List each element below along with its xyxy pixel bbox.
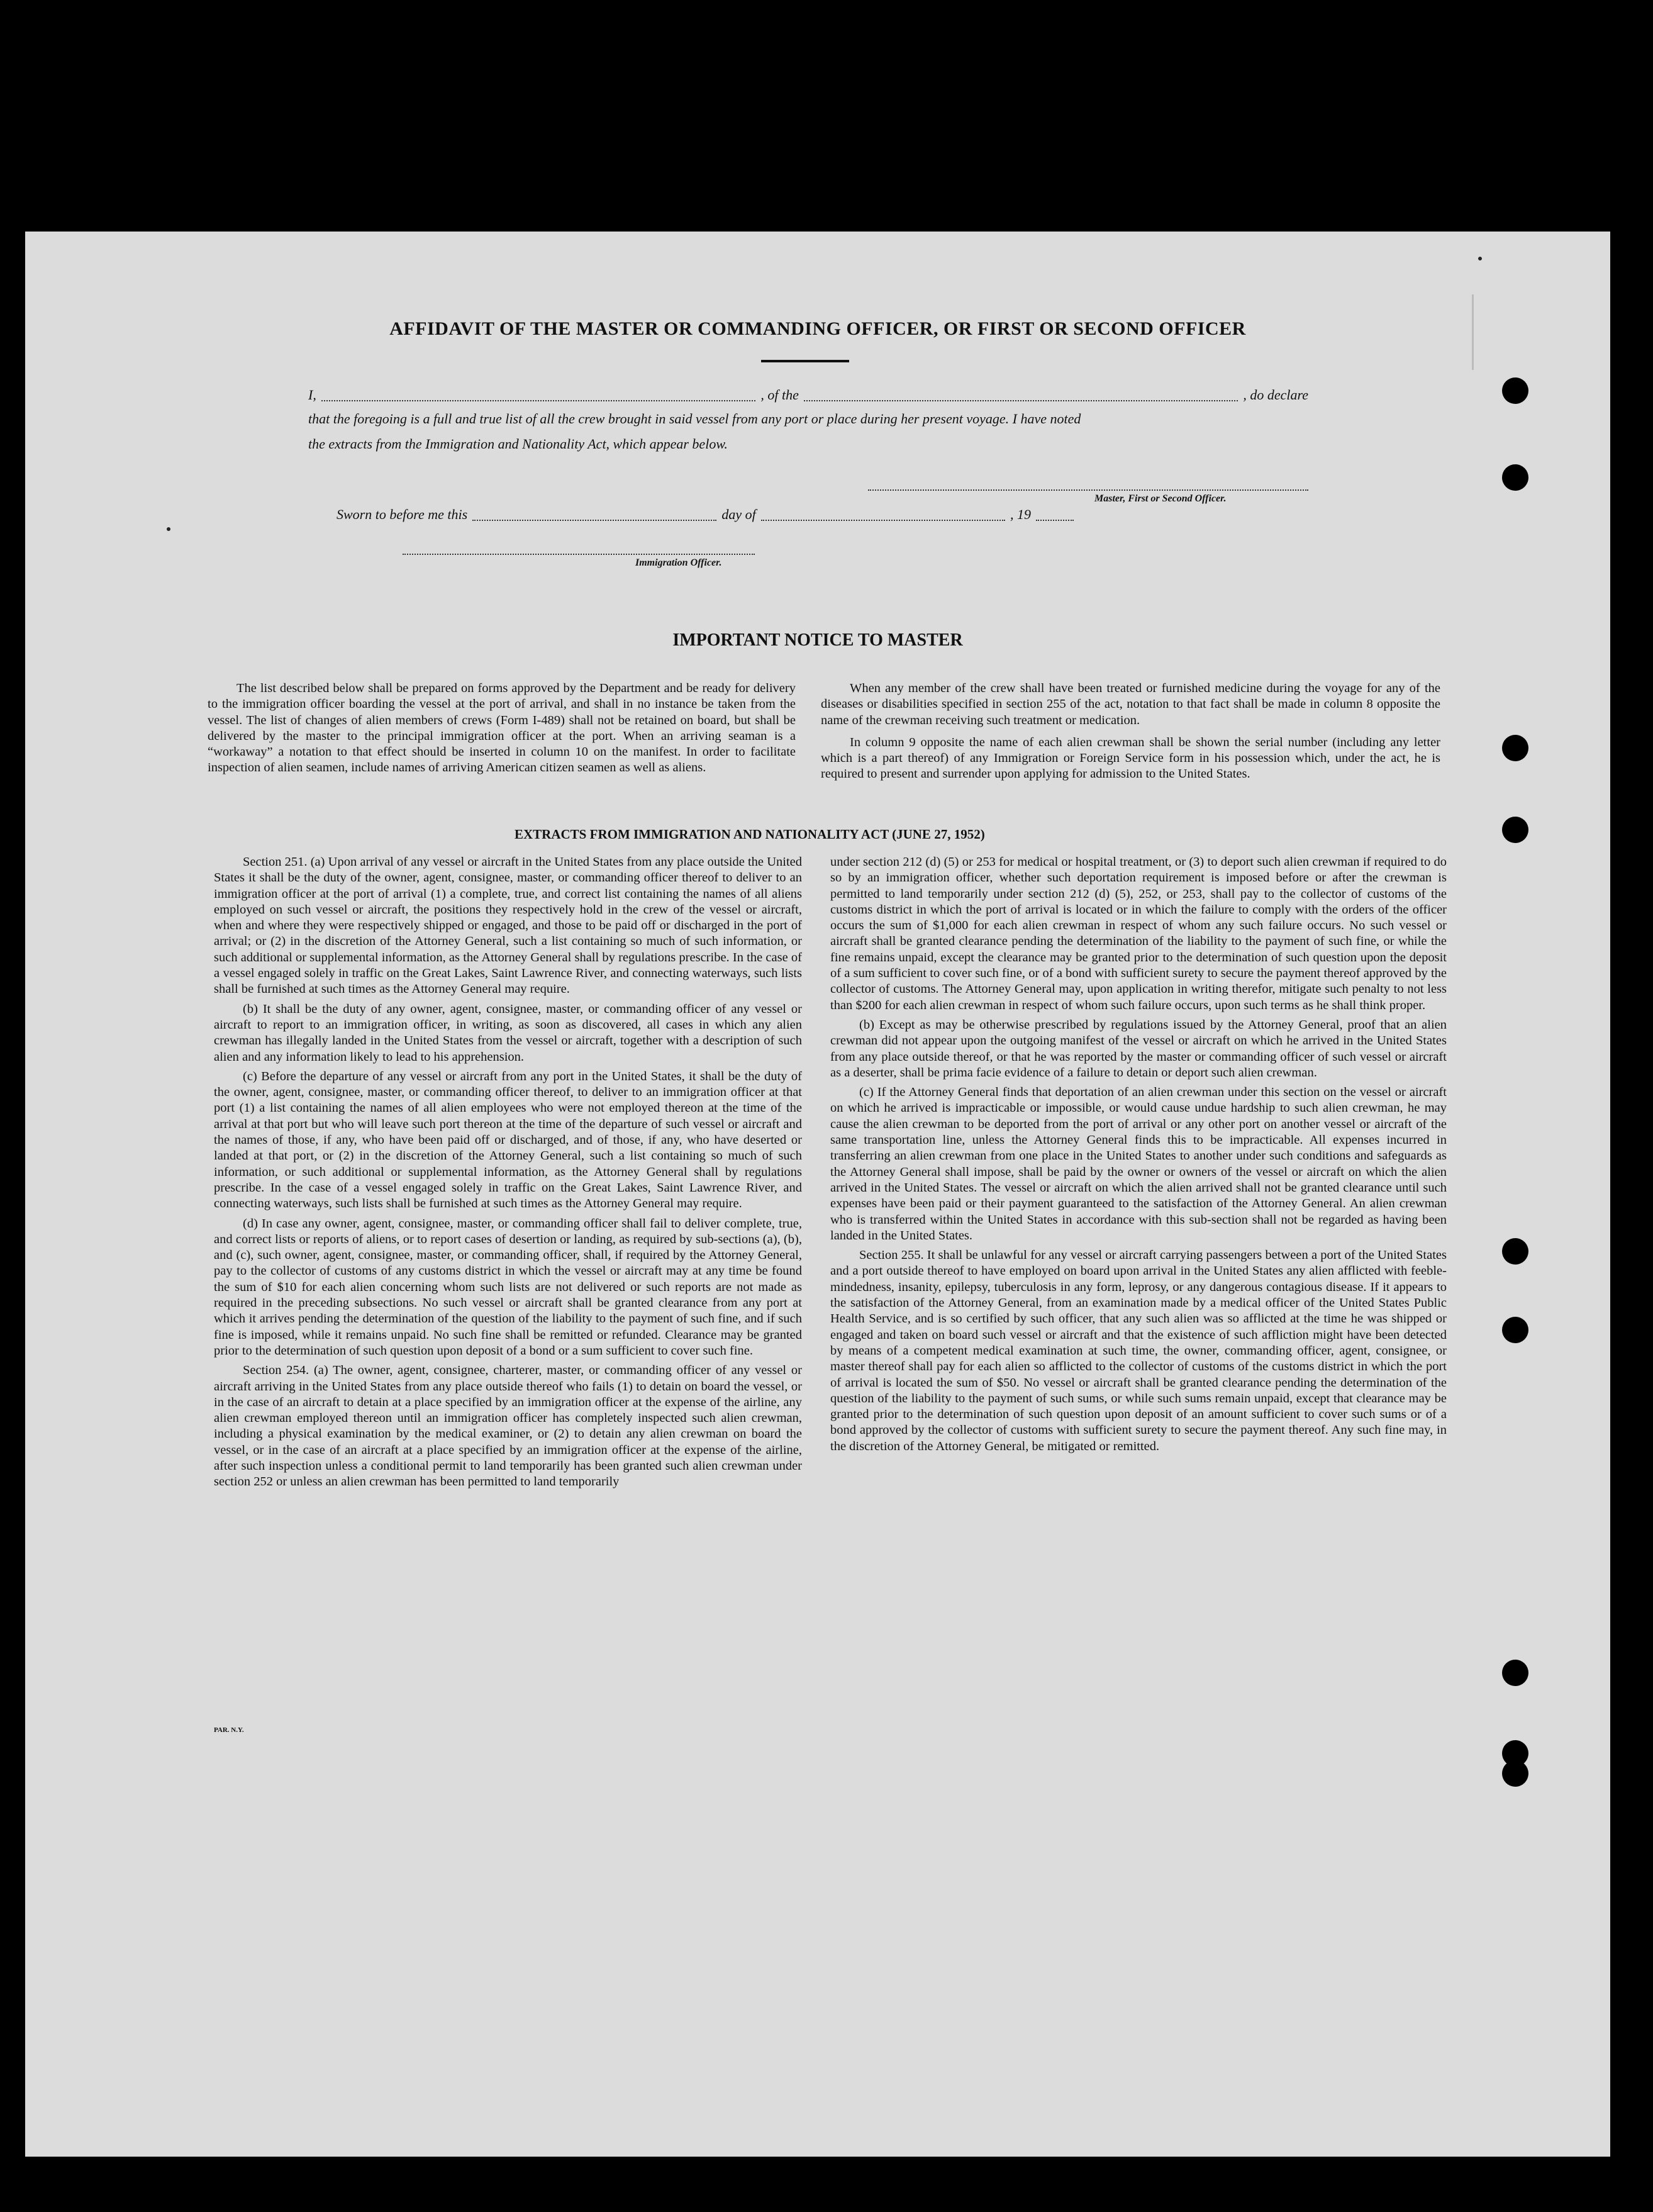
master-signature-line[interactable] — [868, 489, 1308, 491]
notice-left-column — [208, 681, 796, 780]
sworn-line — [337, 502, 1079, 527]
scan-speck — [167, 527, 170, 531]
notice-left-paragraph: The list described below shall be prepared on forms approved by the Department and be ready for delivery to the immigration officer boarding the vessel at the port of arrival, and shall in no instance be taken from the vessel. The list of changes of alien members of crews (Form I-489) shall not be retained on board, but shall be delivered by the master to the principal immigration officer at the port. When an arriving seaman is a “workaway” a notation to that effect should be inserted in column 10 on the manifest. In order to facilitate inspection of alien seamen, include names of arriving American citizen seamen as well as aliens. — [208, 681, 796, 775]
notice-right-paragraph-2: In column 9 opposite the name of each alien crewman shall be shown the serial number (including any letter which is a part thereof) of any Immigration or Foreign Service form in his possession which, under the act, he is required to present and surrender upon applying for admission to the United States. — [821, 735, 1440, 781]
declarant-prefix: I, — [308, 387, 316, 403]
extracts-left-column — [214, 854, 802, 1494]
binding-hole — [1502, 377, 1528, 404]
section-251-b: (b) It shall be the duty of any owner, agent, consignee, master, or commanding officer of any vessel or aircraft to report to an immigration officer, in writing, as soon as discovered, all cases in which any alien crewman has illegally landed in the United States from the vessel or aircraft, together with a description of such alien and any information likely to lead to his apprehension. — [214, 1002, 802, 1064]
section-255: Section 255. It shall be unlawful for any vessel or aircraft carrying passengers between a port of the United States and a port outside thereof to have employed on board upon arrival in the United States any alien afflicted with feeble-mindedness, insanity, epilepsy, tuberculosis in any form, leprosy, or any dangerous contagious disease. If it appears to the satisfaction of the Attorney General, from an examination made by a medical officer of the United States Public Health Service, and is so certified by such officer, that any such alien was so afflicted at the time he was shipped or engaged and taken on board such vessel or aircraft and that the existence of such affliction might have been detected by means of a competent medical examination at such time, the owner, commanding officer, agent, consignee, or master thereof shall pay for each alien so afflicted to the collector of customs of the customs district in which the port of arrival is located the sum of $50. No vessel or aircraft shall be granted clearance pending the determination of the question of the liability to the payment of such sums, or while such sums remain unpaid, except that clearance may be granted prior to the determination of such question upon deposit of an amount sufficient to cover such sums or of a bond approved by the collector of customs with sufficient surety to secure the payment thereof. Any such fine may, in the discretion of the Attorney General, be mitigated or remitted. — [830, 1248, 1447, 1453]
section-251-d: (d) In case any owner, agent, consignee, master, or commanding officer shall fail to deliver complete, true, and correct lists or reports of aliens, or to report cases of desertion or landing, as required by sub-sections (a), (b), and (c), such owner, agent, consignee, master, or commanding officer, shall, if required by the Attorney General, pay to the collector of customs of any customs district in which the vessel or aircraft may at any time be found the sum of $10 for each alien concerning whom such lists are not delivered or such reports are not made as required in the preceding subsections. No such vessel or aircraft shall be granted clearance from any port at which it arrives pending the determination of the question of the liability to the payment of such fine, and if such fine is imposed, while it remains unpaid. No such fine shall be remitted or refunded. Clearance may be granted prior to the determination of such question upon deposit of a bond or a sum sufficient to cover such fine. — [214, 1216, 802, 1358]
sworn-label: Sworn to before me this — [337, 506, 468, 522]
vessel-name-field[interactable] — [804, 400, 1238, 401]
sworn-day-field[interactable] — [472, 520, 716, 521]
sworn-year-field[interactable] — [1036, 520, 1074, 521]
do-declare-label: , do declare — [1243, 387, 1309, 403]
extracts-right-column — [830, 854, 1447, 1458]
sworn-month-field[interactable] — [761, 520, 1005, 521]
section-251-a: Section 251. (a) Upon arrival of any vessel or aircraft in the United States from any place outside the United States it shall be the duty of the owner, agent, consignee, master, or commanding officer thereof to deliver to an immigration officer at the port of arrival (1) a complete, true, and correct list containing the names of all aliens employed on such vessel or aircraft, the positions they respectively hold in the crew of the vessel or aircraft, when and where they were respectively shipped or engaged, and those to be paid off or discharged in the port of arrival; or (2) in the discretion of the Attorney General, such a list containing so much of such information, or such additional or supplemental information, as the Attorney General shall by regulations prescribe. In the case of a vessel engaged solely in traffic on the Great Lakes, Saint Lawrence River, and connecting waterways, such lists shall be furnished at such times as the Attorney General may require. — [214, 855, 802, 997]
section-254-b: (b) Except as may be otherwise prescribed by regulations issued by the Attorney General, proof that an alien crewman did not appear upon the outgoing manifest of the vessel or aircraft on which he arrived in the United States from any place outside thereof, or that he was reported by the master or commanding officer of such vessel or aircraft as a deserter, shall be prima facie evidence of a failure to detain or deport such alien crewman. — [830, 1017, 1447, 1080]
section-254-c: (c) If the Attorney General finds that deportation of an alien crewman under this section on the vessel or aircraft on which he arrived is impracticable or impossible, or would cause undue hardship to such alien crewman, he may cause the alien crewman to be deported from the port of arrival or any other port on another vessel or aircraft of the same transportation line, unless the Attorney General finds this to be impracticable. All expenses incurred in transferring an alien crewman from one place in the United States to another under such conditions and safeguards as the Attorney General shall impose, shall be paid by the owner or owners of the vessel or aircraft on which the alien arrived in the United States. The vessel or aircraft on which the alien arrived shall not be granted clearance until such expenses have been paid or their payment guaranteed to the satisfaction of the Attorney General. An alien crewman who is transferred within the United States in accordance with this sub-section shall not be regarded as having been landed in the United States. — [830, 1085, 1447, 1243]
notice-title: IMPORTANT NOTICE TO MASTER — [672, 630, 963, 650]
of-the-label: , of the — [760, 387, 799, 403]
binding-hole — [1502, 1317, 1528, 1343]
section-254-a-continued: under section 212 (d) (5) or 253 for medical or hospital treatment, or (3) to deport such alien crewman if required to do so by an immigration officer, whether such deportation requirement is imposed before or after the crewman is permitted to land temporarily under section 212 (d) (5), 252, or 253, shall pay to the collector of customs of the customs district in which the port of arrival is located or in which the failure to comply with the orders of the officer occurs the sum of $1,000 for each alien crewman in respect of whom any such failure occurs. No such vessel or aircraft shall be granted clearance pending the determination of the liability to the payment of such fine, or while the fine remains unpaid, except the clearance may be granted prior to the determination of such question upon the deposit of a sum sufficient to cover such fine, or of a bond with sufficient surety to secure the payment thereof approved by the collector of customs. The Attorney General may, upon application in writing therefor, mitigate such penalty to not less than $200 for each alien crewman in respect of whom such failure occurs, upon such terms as he shall think proper. — [830, 855, 1447, 1012]
binding-hole — [1502, 1660, 1528, 1686]
immigration-officer-label: Immigration Officer. — [635, 557, 722, 568]
binding-hole — [1502, 464, 1528, 491]
scan-speck — [1478, 257, 1482, 260]
year-prefix-label: , 19 — [1010, 506, 1032, 522]
printer-code: PAR. N.Y. — [214, 1726, 244, 1734]
section-251-c: (c) Before the departure of any vessel or aircraft from any port in the United States, it shall be the duty of the owner, agent, consignee, master, or commanding officer thereof, to deliver to an immigration officer at that port (1) a list containing the names of all alien employees who were not employed thereon at the time of the arrival at that port but who will leave such port thereon at the time of the departure of such vessel or aircraft and the names of those, if any, who have been paid off or discharged, and of those, if any, who have deserted or landed at that port, or (2) in the discretion of the Attorney General, such a list containing so much of such information, or such additional or supplemental information, as the Attorney General shall by regulations prescribe. In the case of a vessel engaged solely in traffic on the Great Lakes, Saint Lawrence River, and connecting waterways, such lists shall be furnished at such times as the Attorney General may require. — [214, 1069, 802, 1211]
extracts-heading: EXTRACTS FROM IMMIGRATION AND NATIONALITY ACT (JUNE 27, 1952) — [515, 827, 985, 842]
section-254-a: Section 254. (a) The owner, agent, consignee, charterer, master, or commanding officer of any vessel or aircraft arriving in the United States from any place outside thereof who fails (1) to detain on board the vessel, or in the case of an aircraft to detain at a place specified by an immigration officer at the expense of the airline, any alien crewman employed thereon until an immigration officer has completely inspected such alien crewman, including a physical examination by the medical examiner, or (2) to detain any alien crewman on board the vessel, or in the case of an aircraft at a place specified by an immigration officer at the expense of the airline, after such inspection unless a conditional permit to land temporarily has been granted such alien crewman under section 252 or unless an alien crewman has been permitted to land temporarily — [214, 1363, 802, 1489]
notice-right-paragraph-1: When any member of the crew shall have been treated or furnished medicine during the voyage for any of the diseases or disabilities specified in section 255 of the act, notation to that fact shall be made in column 8 opposite the name of the crewman receiving such treatment or medication. — [821, 681, 1440, 727]
binding-hole — [1502, 1238, 1528, 1265]
document-page — [25, 232, 1610, 2157]
binding-hole — [1502, 817, 1528, 843]
scan-streak — [1472, 294, 1474, 370]
title-rule — [761, 360, 849, 362]
binding-hole — [1502, 735, 1528, 761]
binding-hole — [1502, 1760, 1528, 1787]
declaration-line — [308, 383, 1308, 408]
statement-line-2: the extracts from the Immigration and Nationality Act, which appear below. — [308, 436, 728, 452]
master-signature-label: Master, First or Second Officer. — [1094, 493, 1227, 504]
declarant-name-field[interactable] — [321, 400, 756, 401]
immigration-officer-signature-line[interactable] — [403, 554, 755, 555]
notice-right-column — [821, 681, 1440, 786]
affidavit-title: AFFIDAVIT OF THE MASTER OR COMMANDING OFFICER, OR FIRST OR SECOND OFFICER — [389, 318, 1246, 339]
statement-line-1: that the foregoing is a full and true list of all the crew brought in said vessel from any port or place during her present voyage. I have noted — [308, 411, 1081, 427]
day-of-label: day of — [721, 506, 756, 522]
